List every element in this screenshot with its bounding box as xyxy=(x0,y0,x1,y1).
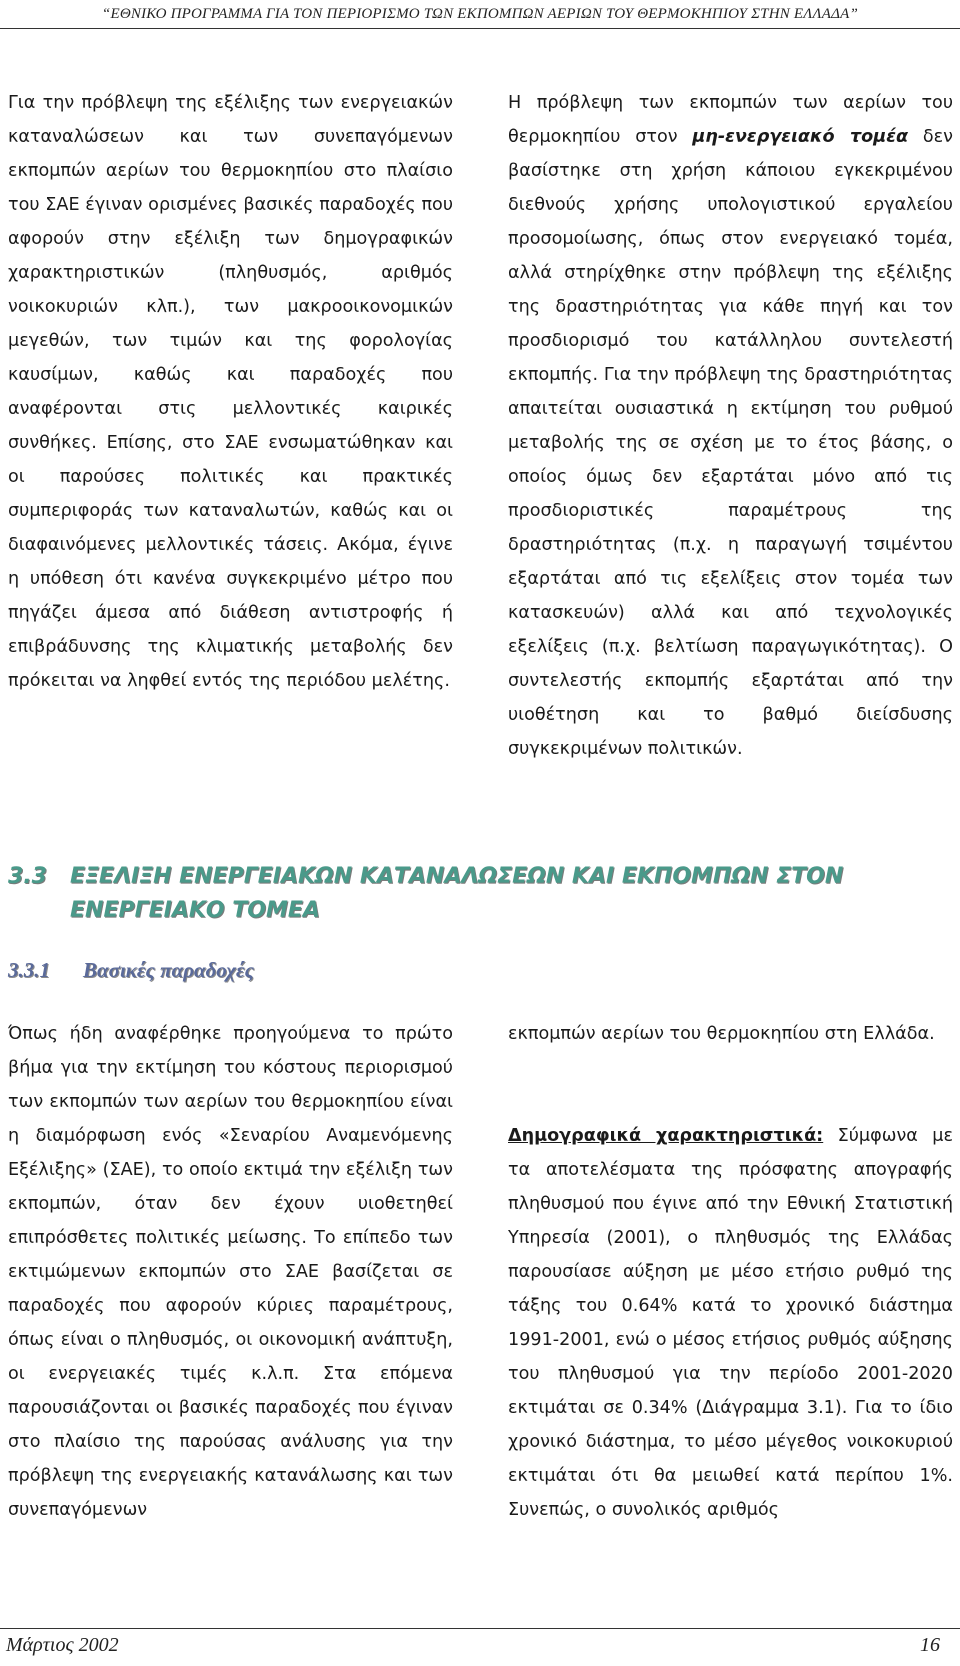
subsection-title: Βασικές παραδοχές xyxy=(83,958,254,982)
subsection-number: 3.3.1 xyxy=(8,958,50,982)
paragraph-sae-definition: Όπως ήδη αναφέρθηκε προηγούμενα το πρώτο βήμα για την εκτίμηση του κόστους περιορισμού των εκπομπών των αερίων του θερμοκηπίου είναι η διαμόρφωση ενός «Σεναρίου Αναμενόμενης Εξέλιξης» (ΣΑΕ), το οποίο εκτιμά την εξέλιξη των εκπομπών, όταν δεν έχουν υιοθετηθεί επιπρόσθετες πολιτικές μείωσης. Το επίπεδο των εκτιμώμενων εκπομπών στο ΣΑΕ βασίζεται σε παραδοχές που αφορούν κύριες παραμέτρους, όπως είναι ο πληθυσμός, οι οικονομική ανάπτυξη, οι ενεργειακές τιμές κ.λ.π. Στα επόμενα παρουσιάζονται οι βασικές παραδοχές που έγιναν στο πλαίσιο της παρούσας ανάλυσης για την πρόβλεψη της ενεργειακής κατανάλωσης και των συνεπαγόμενων xyxy=(8,1024,453,1520)
demographics-label: Δημογραφικά χαρακτηριστικά: xyxy=(508,1126,824,1146)
paragraph-continuation: εκπομπών αερίων του θερμοκηπίου στη Ελλάδα. xyxy=(508,1024,935,1044)
top-right-column xyxy=(508,86,953,766)
bottom-left-column xyxy=(8,1017,453,1527)
page-header xyxy=(0,0,960,30)
paragraph-assumptions-intro: Για την πρόβλεψη της εξέλιξης των ενεργειακών καταναλώσεων και των συνεπαγόμενων εκπομπών αερίων του θερμοκηπίου στο πλαίσιο του ΣΑΕ έγιναν ορισμένες βασικές παραδοχές που αφορούν στην εξέλιξη των δημογραφικών χαρακτηριστικών (πληθυσμός, αριθμός νοικοκυριών κλπ.), των μακροοικονομικών μεγεθών, των τιμών και της φορολογίας καυσίμων, καθώς και παραδοχές που αναφέρονται στις μελλοντικές καιρικές συνθήκες. Επίσης, στο ΣΑΕ ενσωματώθηκαν και οι παρούσες πολιτικές και πρακτικές συμπεριφοράς των καταναλωτών, καθώς και οι διαφαινόμενες μελλοντικές τάσεις. Ακόμα, έγινε η υπόθεση ότι κανένα συγκεκριμένο μέτρο που πηγάζει άμεσα από διάθεση αντιστροφής ή επιβράδυνσης της κλιματικής μεταβολής δεν πρόκειται να ληφθεί εντός της περιόδου μελέτης. xyxy=(8,93,453,691)
footer-rule xyxy=(0,1628,960,1629)
paragraph-spacer xyxy=(508,1051,953,1119)
section-heading xyxy=(8,860,948,928)
subsection-heading xyxy=(8,958,948,983)
document-title: “ΕΘΝΙΚΟ ΠΡΟΓΡΑΜΜΑ ΓΙΑ ΤΟΝ ΠΕΡΙΟΡΙΣΜΟ ΤΩΝ ΕΚΠΟΜΠΩΝ ΑΕΡΙΩΝ ΤΟΥ ΘΕΡΜΟΚΗΠΙΟΥ ΣΤΗΝ ΕΛΛΑΔΑ” xyxy=(101,6,859,22)
header-rule xyxy=(0,28,960,29)
top-left-column xyxy=(8,86,453,698)
page-footer xyxy=(0,1624,960,1666)
section-title-line2: ΕΝΕΡΓΕΙΑΚΟ ΤΟΜΕΑ xyxy=(70,898,320,923)
demographics-text: Σύμφωνα με τα αποτελέσματα της πρόσφατης απογραφής πληθυσμού που έγινε από την Εθνική Στατιστική Υπηρεσία (2001), ο πληθυσμός της Ελλάδας παρουσίασε αύξηση με μέσο ετήσιο ρυθμό της τάξης του 0.64% κατά το χρονικό διάστημα 1991-2001, ενώ ο μέσος ετήσιος ρυθμός αύξησης του πληθυσμού για την περίοδο 2001-2020 εκτιμάται σε 0.34% (Διάγραμμα 3.1). Για το ίδιο χρονικό διάστημα, το μέσο μέγεθος νοικοκυριού εκτιμάται ότι θα μειωθεί κατά περίπου 1%. Συνεπώς, ο συνολικός αριθμός xyxy=(508,1126,953,1520)
section-number: 3.3 xyxy=(8,864,47,889)
bottom-right-column xyxy=(508,1017,953,1527)
paragraph-demographics xyxy=(508,1119,953,1527)
emphasis-non-energy-sector: μη-ενεργειακό τομέα xyxy=(692,127,909,147)
footer-date: Μάρτιος 2002 xyxy=(6,1634,119,1656)
section-title-line1: ΕΞΕΛΙΞΗ ΕΝΕΡΓΕΙΑΚΩΝ ΚΑΤΑΝΑΛΩΣΕΩΝ ΚΑΙ ΕΚΠΟΜΠΩΝ ΣΤΟΝ xyxy=(70,864,844,889)
paragraph-text-after: δεν βασίστηκε στη χρήση κάποιου εγκεκριμένου διεθνούς χρήσης υπολογιστικού εργαλείου προσομοίωσης, όπως στον ενεργειακό τομέα, αλλά στηρίχθηκε στην πρόβλεψη της εξέλιξης της δραστηριότητας για κάθε πηγή και τον προσδιορισμό του κατάλληλου συντελεστή εκπομπής. Για την πρόβλεψη της δραστηριότητας απαιτείται ουσιαστικά η εκτίμηση του ρυθμού μεταβολής της σε σχέση με το έτος βάσης, ο οποίος όμως δεν εξαρτάται μόνο από τις προσδιοριστικές παραμέτρους της δραστηριότητας (π.χ. η παραγωγή τσιμέντου εξαρτάται από τις εξελίξεις στον τομέα των κατασκευών) αλλά και από τεχνολογικές εξελίξεις (π.χ. βελτίωση παραγωγικότητας). Ο συντελεστής εκπομπής εξαρτάται από την υιοθέτηση και το βαθμό διείσδυσης συγκεκριμένων πολιτικών. xyxy=(508,127,953,759)
paragraph-non-energy-sector xyxy=(508,86,953,766)
paragraph-text-before: Η πρόβλεψη των εκπομπών των αερίων του θερμοκηπίου στον xyxy=(508,93,953,147)
page-number: 16 xyxy=(920,1634,940,1656)
